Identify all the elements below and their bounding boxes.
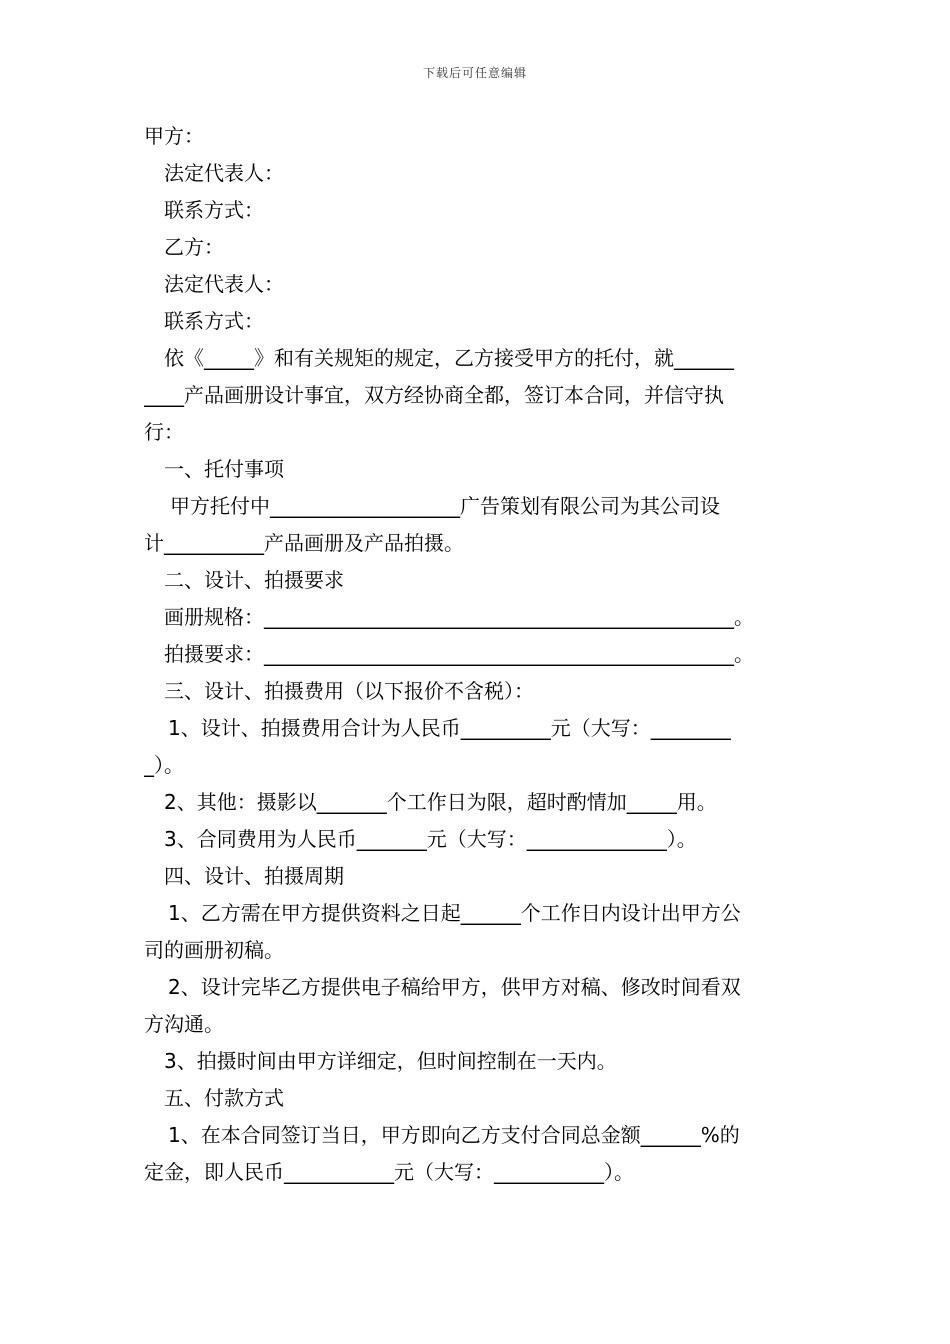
party-b-legal-rep: 法定代表人：: [164, 272, 284, 296]
fee-item-2: 2、其他：摄影以_______个工作日为限，超时酌情加_____用。: [164, 790, 717, 814]
party-b-label: 乙方：: [164, 235, 224, 259]
section-5-heading: 五、付款方式: [164, 1086, 284, 1110]
section-1-text-2: 计__________产品画册及产品拍摄。: [144, 531, 464, 555]
party-a-legal-rep: 法定代表人：: [164, 161, 284, 185]
fee-item-3: 3、合同费用为人民币_______元（大写：______________）。: [164, 827, 697, 851]
section-3-heading: 三、设计、拍摄费用（以下报价不含税）：: [164, 679, 534, 703]
period-item-1-line-1: 1、乙方需在甲方提供资料之日起______个工作日内设计出甲方公: [168, 901, 741, 925]
section-4-heading: 四、设计、拍摄周期: [164, 864, 344, 888]
contract-body: [144, 118, 808, 1191]
period-item-1-line-2: 司的画册初稿。: [144, 938, 284, 962]
section-1-heading: 一、托付事项: [164, 457, 284, 481]
shooting-req-line: 拍摄要求：_______________________________________________。: [164, 642, 754, 666]
period-item-3: 3、拍摄时间由甲方详细定，但时间控制在一天内。: [164, 1049, 617, 1073]
party-b-contact: 联系方式：: [164, 309, 264, 333]
section-2-heading: 二、设计、拍摄要求: [164, 568, 344, 592]
preamble-line-2: ____产品画册设计事宜，双方经协商全都，签订本合同，并信守执: [144, 383, 724, 407]
preamble-line-3: 行：: [144, 420, 184, 444]
section-1-text-1: 甲方托付中___________________广告策划有限公司为其公司设: [170, 494, 720, 518]
party-a-contact: 联系方式：: [164, 198, 264, 222]
period-item-2-line-1: 2、设计完毕乙方提供电子稿给甲方，供甲方对稿、修改时间看双: [168, 975, 741, 999]
payment-item-1-line-1: 1、在本合同签订当日，甲方即向乙方支付合同总金额______%的: [168, 1123, 740, 1147]
party-a-label: 甲方：: [144, 124, 204, 148]
fee-item-1-line-2: _）。: [144, 753, 184, 777]
album-spec-line: 画册规格：_______________________________________________。: [164, 605, 754, 629]
fee-item-1-line-1: 1、设计、拍摄费用合计为人民币_________元（大写：________: [168, 716, 731, 740]
page-header-note: 下载后可任意编辑: [422, 66, 527, 80]
payment-item-1-line-2: 定金，即人民币___________元（大写：___________）。: [144, 1160, 634, 1184]
preamble-line-1: 依《_____》和有关规矩的规定，乙方接受甲方的托付，就______: [164, 346, 734, 370]
period-item-2-line-2: 方沟通。: [144, 1012, 224, 1036]
